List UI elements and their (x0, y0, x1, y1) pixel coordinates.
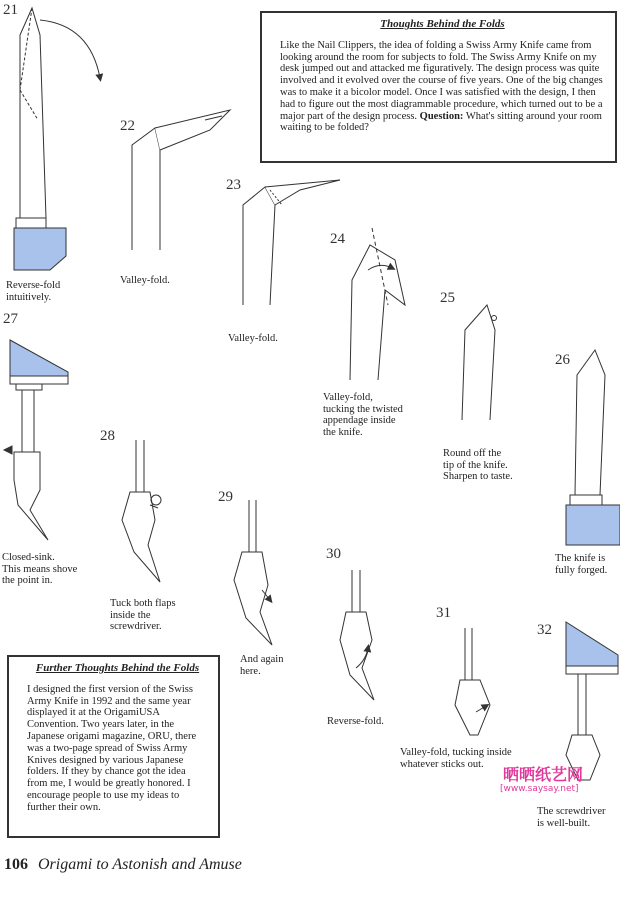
step-number-25: 25 (440, 290, 455, 306)
step-21-diagram (14, 8, 100, 270)
step-29-diagram (234, 500, 272, 645)
step-caption-25: Round off the tip of the knife. Sharpen to taste. (443, 448, 513, 482)
thoughts-box-body (280, 40, 605, 134)
page-footer (4, 856, 242, 874)
step-25-diagram (462, 305, 497, 420)
step-31-diagram (455, 628, 490, 735)
book-title: Origami to Astonish and Amuse (38, 856, 242, 873)
step-number-22: 22 (120, 118, 135, 134)
step-28-diagram (122, 440, 161, 582)
further-thoughts-body: I designed the first version of the Swiss Army Knife in 1992 and the same year displayed it at the OrigamiUSA Convention. Two years later, in the Japanese origami magazine, ORU, there was a two-page spread of Swiss Army Knives designed by various Japanese folders. If they by chance got the idea from me, I would be greatly honored. I encourage people to use my ideas to further their own. (27, 683, 197, 813)
step-caption-30: Reverse-fold. (327, 716, 384, 727)
step-number-27: 27 (3, 311, 18, 327)
step-32-diagram (566, 622, 618, 780)
watermark-url: [www.saysay.net] (500, 784, 579, 794)
step-number-21: 21 (3, 2, 18, 18)
thoughts-box (260, 11, 617, 163)
thoughts-box-question-label: Question: (419, 110, 464, 122)
further-thoughts-title: Further Thoughts Behind the Folds (35, 662, 200, 674)
step-30-diagram (340, 570, 374, 700)
step-number-28: 28 (100, 428, 115, 444)
step-26-diagram (566, 350, 620, 545)
step-caption-29: And again here. (240, 654, 284, 677)
step-number-24: 24 (330, 231, 345, 247)
step-number-26: 26 (555, 352, 570, 368)
step-24-diagram (350, 228, 405, 380)
thoughts-box-title: Thoughts Behind the Folds (380, 18, 505, 30)
step-number-29: 29 (218, 489, 233, 505)
watermark-title: 晒晒纸艺网 (503, 765, 584, 784)
step-number-32: 32 (537, 622, 552, 638)
step-27-diagram (4, 340, 68, 540)
step-number-30: 30 (326, 546, 341, 562)
step-caption-22: Valley-fold. (120, 275, 170, 286)
step-caption-21: Reverse-fold intuitively. (6, 280, 61, 303)
step-22-diagram (132, 110, 230, 250)
step-caption-27: Closed-sink. This means shove the point in. (2, 552, 78, 586)
step-23-diagram (243, 180, 340, 305)
page-number: 106 (4, 856, 28, 873)
step-caption-32: The screwdriver is well-built. (537, 806, 606, 829)
thoughts-box-question: What's sitting around your room waiting to be folded? (280, 110, 602, 134)
further-thoughts-box (7, 655, 220, 838)
step-number-23: 23 (226, 177, 241, 193)
step-caption-26: The knife is fully forged. (555, 553, 608, 576)
step-number-31: 31 (436, 605, 451, 621)
step-caption-23: Valley-fold. (228, 333, 278, 344)
step-caption-28: Tuck both flaps inside the screwdriver. (110, 598, 176, 632)
step-caption-31: Valley-fold, tucking inside whatever sticks out. (400, 747, 512, 770)
thoughts-box-text: Like the Nail Clippers, the idea of folding a Swiss Army Knife came from looking around the room for subjects to fold. The Swiss Army Knife on my desk jumped out and attacked me figuratively. The design process was quite involved and it evolved over the course of five years. One of the big changes was to make it a bicolor model. Once I was satisfied with the design, I then had to figure out the most diagrammable procedure, which turned out to be a major part of the design process. (280, 39, 603, 122)
step-caption-24: Valley-fold, tucking the twisted appendage inside the knife. (323, 392, 403, 438)
